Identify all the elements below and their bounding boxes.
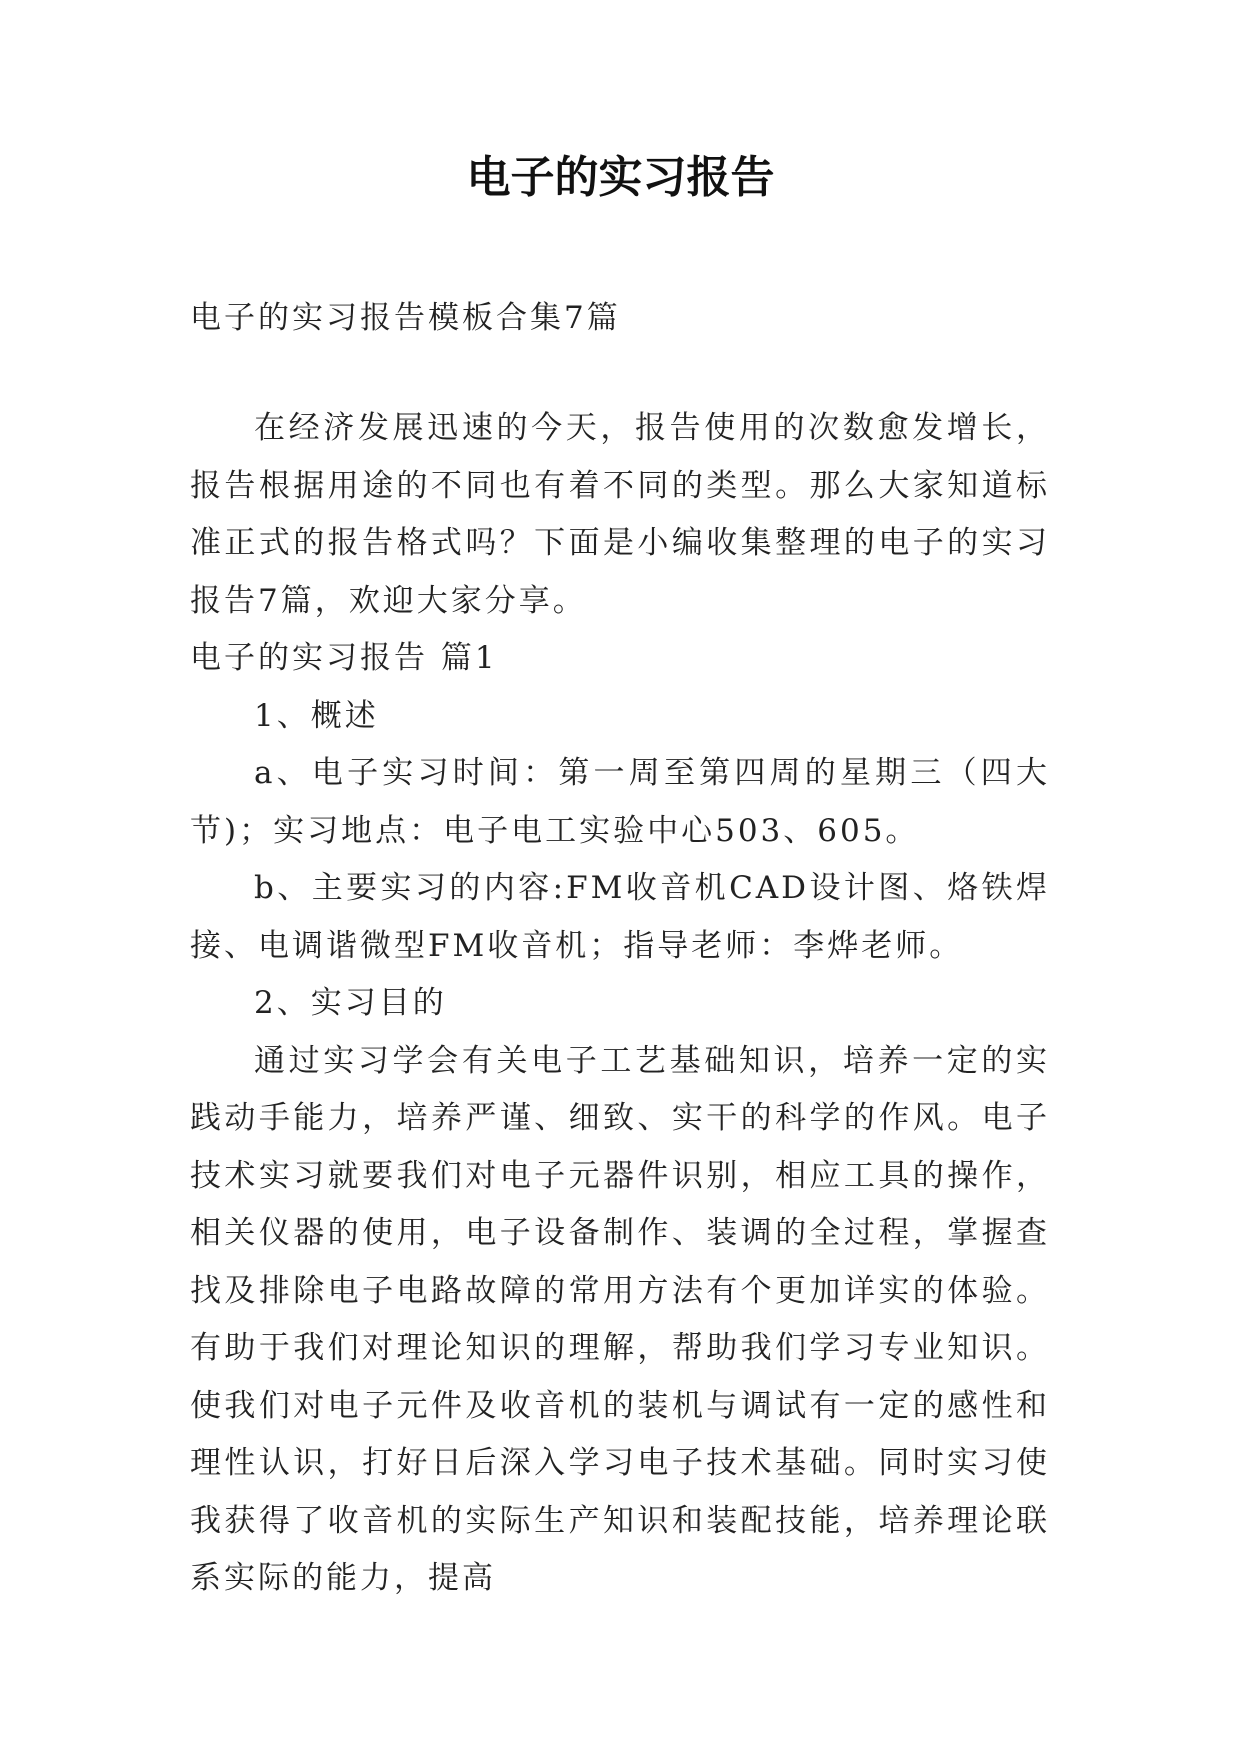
subsection-heading-overview: 1、概述 xyxy=(254,697,379,734)
section-heading: 电子的实习报告 篇1 xyxy=(190,640,498,676)
subsection-heading-purpose: 2、实习目的 xyxy=(254,985,447,1021)
paragraph-content-teacher: b、主要实习的内容:FM收音机CAD设计图、烙铁焊接、电调谐微型FM收音机；指导老师：李烨老师。 xyxy=(190,870,1050,964)
paragraph-purpose: 通过实习学会有关电子工艺基础知识，培养一定的实践动手能力，培养严谨、细致、实干的科学的作风。电子技术实习就要我们对电子元器件识别，相应工具的操作，相关仪器的使用，电子设备制作、装调的全过程，掌握查找及排除电子电路故障的常用方法有个更加详实的体验。有助于我们对理论知识的理解，帮助我们学习专业知识。使我们对电子元件及收音机的装机与调试有一定的感性和理性认识，打好日后深入学习电子技术基础。同时实习使我获得了收音机的实际生产知识和装配技能，培养理论联系实际的能力，提高 xyxy=(190,1042,1050,1596)
paragraph-time-location: a、电子实习时间：第一周至第四周的星期三（四大节)；实习地点：电子电工实验中心503、605。 xyxy=(190,755,1050,849)
document-title: 电子的实习报告 xyxy=(466,152,775,203)
document-subtitle: 电子的实习报告模板合集7篇 xyxy=(190,300,621,336)
document-body xyxy=(190,400,1050,1608)
intro-paragraph: 在经济发展迅速的今天，报告使用的次数愈发增长，报告根据用途的不同也有着不同的类型。那么大家知道标准正式的报告格式吗？下面是小编收集整理的电子的实习报告7篇，欢迎大家分享。 xyxy=(190,410,1050,619)
